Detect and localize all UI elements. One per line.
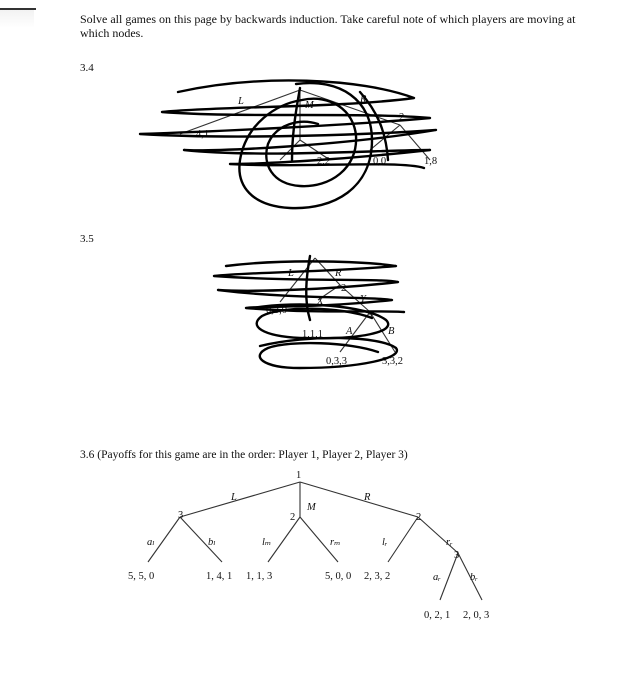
payoff-lm: 1, 1, 3 (246, 571, 273, 582)
tree-b-action-b: B (388, 326, 395, 337)
tree-b-payoff-1: 0,3,0 (266, 305, 287, 316)
action-lm: lₘ (262, 537, 272, 548)
tree-a-action-l: L (238, 96, 244, 107)
tree-b-payoff-2: 1,1,1 (302, 329, 323, 340)
node-left-player: 3 (178, 510, 184, 521)
payoff-al: 5, 5, 0 (128, 571, 155, 582)
node-middle-player: 2 (290, 512, 296, 523)
tree-b-player-3: 3 (367, 310, 373, 321)
tree-b-player-2: 2 (341, 283, 347, 294)
action-l: L (231, 492, 237, 503)
tree-a-payoff-2: 2,2 (317, 156, 331, 167)
node-right-player: 2 (416, 512, 422, 523)
action-lr: lᵣ (382, 537, 388, 548)
tree-b-action-a: A (346, 326, 353, 337)
action-r: R (364, 492, 371, 503)
tree-b-action-r: R (335, 268, 342, 279)
tree-a-payoff-3: 0,0 (373, 156, 387, 167)
edge-middle-lm (268, 517, 300, 562)
tree-b-action-l: L (288, 268, 294, 279)
edge-root-right (300, 482, 418, 517)
action-bl: bₗ (208, 537, 216, 548)
action-ar: aᵣ (433, 572, 441, 583)
tree-b-action-x: X (317, 296, 324, 307)
payoff-rm: 5, 0, 0 (325, 571, 352, 582)
instructions-text: Solve all games on this page by backwards induction. Take careful note of which players are moving at which nodes. (80, 12, 576, 40)
payoff-lr: 2, 3, 2 (364, 571, 391, 582)
tree-a-action-r: R (360, 94, 367, 105)
tree-b-action-y: Y (360, 294, 366, 305)
tree-a-player-2: 2 (399, 112, 405, 123)
game-tree-3-6-labels (128, 470, 489, 621)
tree-a-payoff-4: 1,8 (424, 156, 438, 167)
edge-root-left (180, 482, 300, 517)
game-tree-3-6-edges (148, 482, 482, 600)
action-rm: rₘ (330, 537, 341, 548)
payoff-ar: 0, 2, 1 (424, 610, 451, 621)
tree-b-payoff-4: 3,3,2 (382, 356, 403, 367)
payoff-bl: 1, 4, 1 (206, 571, 233, 582)
problem-label-3-6: 3.6 (Payoffs for this game are in the order: Player 1, Player 2, Player 3) (80, 449, 408, 461)
node-root-player: 1 (296, 470, 302, 481)
payoff-br: 2, 0, 3 (463, 610, 490, 621)
action-br: bᵣ (470, 572, 478, 583)
tree-a-action-m: M (305, 100, 314, 111)
problem-label-3-5: 3.5 (80, 233, 94, 245)
edge-right-lr (388, 517, 418, 562)
tree-a-payoff-1: 4,1 (196, 129, 210, 140)
action-al: aₗ (147, 537, 155, 548)
problem-label-3-4: 3.4 (80, 62, 94, 74)
node-right-sub-player: 3 (454, 550, 460, 561)
tree-b-payoff-3: 0,3,3 (326, 356, 347, 367)
action-rr: rᵣ (446, 537, 453, 548)
action-m: M (307, 502, 316, 513)
